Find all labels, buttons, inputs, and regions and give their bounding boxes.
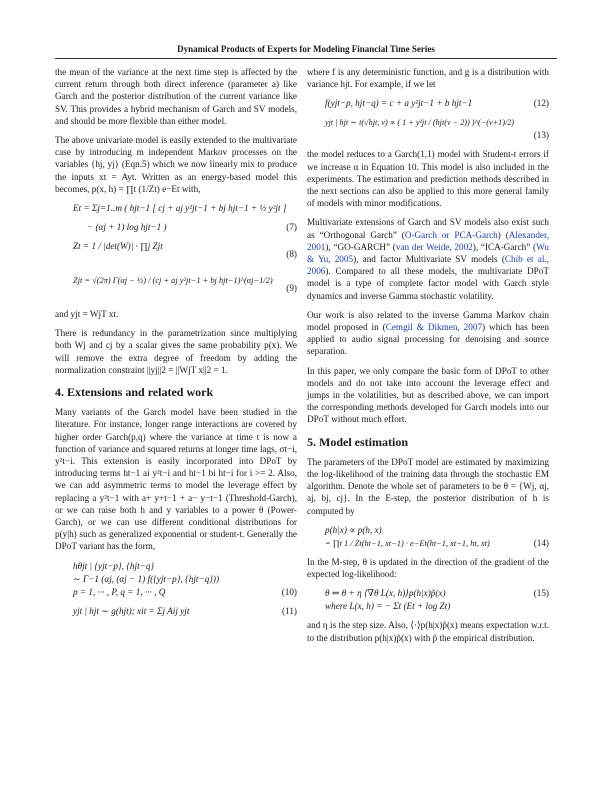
equation-body: hθjt | {yjt−p}, {hjt−q} (73, 560, 155, 571)
equation-body: ∼ Γ−1 (αj, (αj − 1) f({yjt−p}, {hjt−q})) (73, 573, 220, 584)
equation-body: θ ⇐ θ + η ⟨∇θ L(x, h)⟩p(h|x)p̃(x) (325, 588, 446, 599)
equation-body: Zt = 1 / |det(W)| · ∏j Zjt (73, 241, 163, 252)
paragraph: the model reduces to a Garch(1,1) model with Student-t errors if we increase α in Equation 10. This model is also included in the experiments. The estimation and prediction methods described in the next sections can also be applied to this more general family of models with minor modifications. (307, 149, 549, 209)
paragraph: In the M-step, θ is updated in the direction of the gradient of the expected log-likelihood: (307, 556, 549, 580)
citation-link[interactable]: Chib et al., 2006 (307, 254, 549, 277)
citation-link[interactable]: van der Weide, 2002 (395, 241, 473, 252)
equation-7 (55, 202, 297, 215)
right-column (307, 66, 549, 651)
equation-body: yjt | hjt ∼ t(√hjt, ν) ∝ ( 1 + y²jt / (hjt(ν − 2)) )^(−(ν+1)/2) (325, 118, 515, 128)
equation-number: (13) (533, 130, 549, 141)
equation-number: (7) (286, 222, 297, 233)
equation-number: (15) (533, 588, 549, 599)
equation-body: Et = Σj=1..m ( hjt−1 [ cj + aj y²jt−1 + bj hjt−1 + ½ y²jt ] (73, 203, 287, 214)
equation-body: = ∏t 1 / Zt(ht−1, xt−1) · e−Et(ht−1, xt−1, ht, xt) (325, 538, 490, 548)
equation-10 (55, 560, 297, 599)
citation-link[interactable]: Cemgil & Dikmen, 2007 (385, 322, 483, 333)
text-run: ), “GO-GARCH” ( (325, 241, 396, 252)
equation-body: − (αj + 1) log hjt−1 ) (87, 222, 167, 233)
citation-link[interactable]: Alexander, 2001 (307, 229, 549, 252)
paragraph: where f is any deterministic function, and g is a distribution with variance hjt. For example, if we let (307, 67, 549, 90)
text-run: Our work is also related to the inverse Gamma Markov chain model proposed in ( (307, 309, 549, 333)
left-column (55, 66, 297, 624)
citation-link[interactable]: O-Garch or PCA-Garch (404, 229, 498, 240)
section-heading: 4. Extensions and related work (55, 385, 214, 400)
text-run: Multivariate extensions of Garch and SV models also exist such as “Orthogonal Garch” ( (307, 217, 549, 240)
running-title: Dynamical Products of Experts for Modeling Financial Time Series (177, 44, 435, 54)
equation-body: where L(x, h) = − Σt (Et + log Zt) (325, 601, 451, 612)
equation-number: (12) (533, 98, 549, 109)
equation-number: (10) (281, 586, 297, 597)
text-run: ), and factor Multivariate SV models ( (353, 254, 505, 265)
equation-14 (307, 524, 549, 550)
citation-link[interactable]: Wu & Yu, 2005 (307, 241, 549, 265)
equation-number: (9) (286, 283, 297, 294)
text-run: ). Compared to all these models, the multivariate DPoT model is a type of complete factor model with Garch style dynamics and inverse Gamma stochastic volatility. (307, 266, 549, 301)
equation-9 (55, 274, 297, 302)
equation-body: p(h|x) ∝ p(h, x) (325, 524, 382, 535)
equation-7-continued (55, 221, 297, 234)
paragraph: The parameters of the DPoT model are estimated by maximizing the log-likelihood of the training data through the stochastic EM algorithm. Denote the whole set of parameters to be θ = {Wj, αj, aj, bj, cj}. In the E-step, the posterior distribution of h is computed by (307, 456, 549, 516)
equation-13 (307, 116, 549, 142)
paragraph: Many variants of the Garch model have been studied in the literature. For instance, longer range interactions are covered by higher order Garch(p,q) where the variance at time t is now a function of variance and squared returns at longer time lags, σt−i, y²t−i. This extension is easily incorporated into DPoT by introducing terms ht−1 ai y²t−i and ht−1 bi ht−i for i >= 2. Also, we can add asymmetric terms to model the leverage effect by replacing a y²t−1 with a+ y+t−1 + a− y−t−1 (Threshold-Garch), or we can raise both h and y variables to a power θ (Power-Garch), or we can use different conditional distributions for p(y|h) such as generalized exponential or student-t. Generally the DPoT variant has the form, (55, 407, 297, 552)
paragraph (307, 309, 549, 358)
paragraph: the mean of the variance at the next time step is affected by the current return through both direct inference (parameter a) like Garch and the posterior distribution of the current variance like SV. This provides a hybrid mechanism of Garch and SV models, and should be more flexible than either model. (55, 67, 297, 126)
paragraph: The above univariate model is easily extended to the multivariate case by introducing m independent Markov processes on the variables {hj, yj} (Eqn.5) which we now linearly mix to produce the inputs xt = Ayt. Written as an energy-based model this becomes, p(x, h) = ∏t (1/Zt) e−Et with, (55, 135, 297, 194)
equation-body: f(yjt−p, hjt−q) = c + a y²jt−1 + b hjt−1 (325, 98, 473, 109)
paragraph: and η is the step size. Also, ⟨·⟩p(h|x)p̃(x) means expectation w.r.t. to the distribution p(h|x)p̃(x) with p̃ the empirical distribution. (307, 620, 549, 643)
equation-12 (307, 97, 549, 110)
header-rule (55, 58, 557, 59)
text-run: ) ( (497, 229, 509, 240)
paragraph (307, 216, 549, 301)
equation-15 (307, 587, 549, 613)
equation-11 (55, 605, 297, 618)
paragraph: In this paper, we only compare the basic form of DPoT to other models and do not take into account the leverage effect and jumps in the volatilities, but as described above, we can import the corresponding methods developed for Garch models into our DPoT without much effort. (307, 365, 549, 425)
equation-8 (55, 240, 297, 268)
section-heading: 5. Model estimation (307, 434, 408, 449)
equation-body: Zjt = √(2π) Γ(αj − ½) / (cj + aj y²jt−1 + bj hjt−1)^(αj−1/2) (73, 276, 273, 286)
equation-number: (8) (286, 249, 297, 260)
text-run: ), “ICA-Garch” ( (472, 241, 537, 252)
paragraph: There is redundancy in the parametrization since multiplying both Wj and cj by a scalar gives the same probability p(x). We will remove the extra degree of freedom by adding the normalization constraint ||yj||2 = ||WjT x||2 = 1. (55, 328, 297, 375)
text-run: ) which has been applied to audio signal processing for denoising and source separation. (307, 322, 550, 357)
equation-body: yjt | hjt ∼ g(hjt); xit = Σj Aij yjt (73, 605, 190, 616)
equation-body: p = 1, ··· , P, q = 1, ··· , Q (73, 586, 166, 597)
paragraph: and yjt = WjT xt. (55, 309, 119, 320)
equation-number: (11) (282, 605, 297, 616)
equation-number: (14) (533, 537, 549, 548)
